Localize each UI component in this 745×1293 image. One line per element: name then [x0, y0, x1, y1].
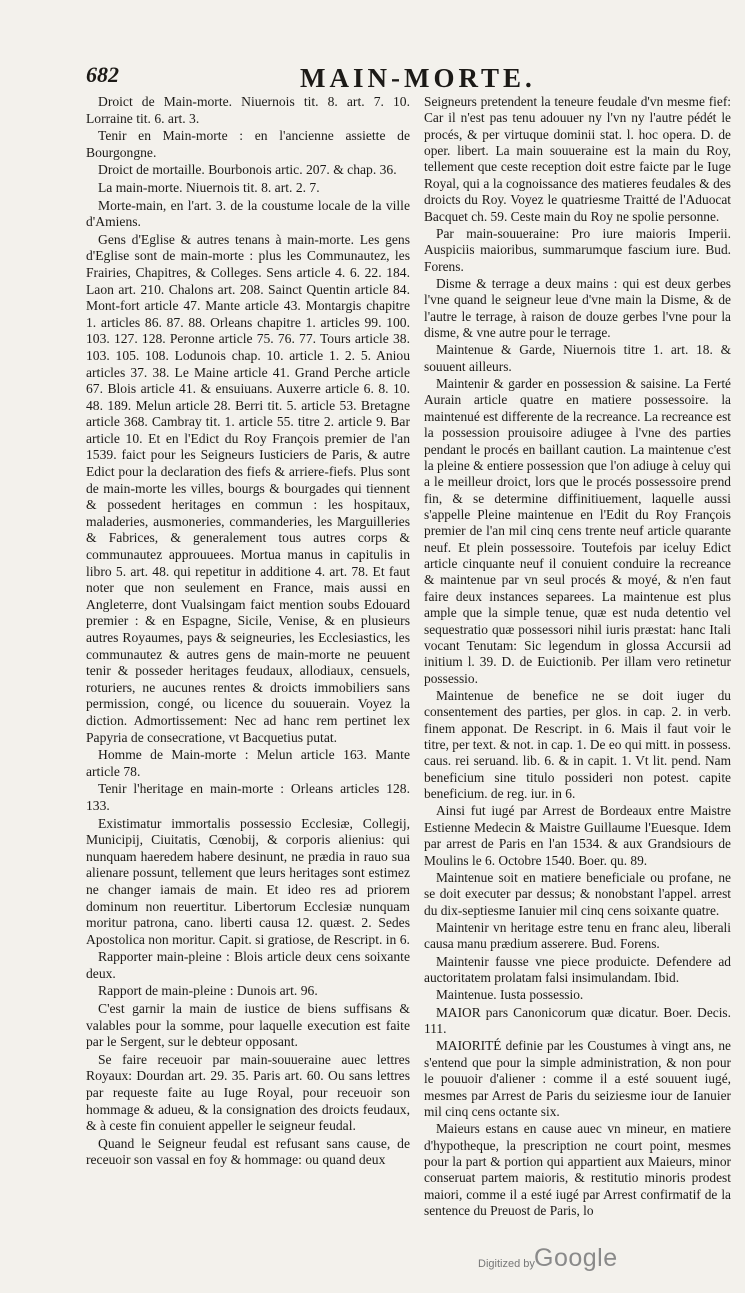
- entry-paragraph: Seigneurs pretendent la teneure feudale d'vn mesme fief: Car il n'est pas tenu adouuer ny l'vn ny l'autre pédét le procés, & per virtuque dominii stat. l. hoc opera. D. de oper. libert. La main souueraine est la main du Roy, tellement que ceste reception doit estre faicte par le Iuge Royal, qui a la cognoissance des matieres feudales & des droicts du Roy. Voyez le quatriesme Traitté de l'Aduocat Bacquet ch. 59. Ceste main du Roy ne spolie personne.: [424, 94, 731, 224]
- entry-paragraph: Maintenue & Garde, Niuernois titre 1. art. 18. & souuent ailleurs.: [424, 342, 731, 374]
- entry-paragraph: Droict de Main-morte. Niuernois tit. 8. art. 7. 10. Lorraine tit. 6. art. 3.: [86, 94, 410, 126]
- entry-paragraph: MAIORITÉ definie par les Coustumes à vingt ans, ne s'entend que pour la simple administration, & non pour le pouuoir d'aliener : comme il a esté souuent iugé, mesmes par Arrest de Paris du seiziesme iour de Ianuier mil cinq cens octante six.: [424, 1038, 731, 1119]
- entry-paragraph: Tenir l'heritage en main-morte : Orleans articles 128. 133.: [86, 781, 410, 813]
- entry-paragraph: Se faire receuoir par main-souueraine auec lettres Royaux: Dourdan art. 29. 35. Paris art. 60. Ou sans lettres par requeste faite au Iuge Royal, pour receuoir son hommage & adueu, & la consignation des droicts feudaux, & à ceste fin conuient appeller le seigneur feudal.: [86, 1051, 410, 1134]
- entry-paragraph: Maieurs estans en cause auec vn mineur, en matiere d'hypotheque, la prescription ne court point, mesmes pour la part & portion qui appartient aux Maieurs, minor conseruat partem maioris, & restitutio minoris prodest maiori, comme il a esté iugé par Arrest confirmatif de la sentence du Preuost de Paris, lo: [424, 1121, 731, 1219]
- entry-paragraph: Morte-main, en l'art. 3. de la coustume locale de la ville d'Amiens.: [86, 197, 410, 230]
- running-title: MAIN-MORTE.: [300, 63, 536, 93]
- digitized-by-watermark: [478, 1244, 658, 1278]
- entry-paragraph: La main-morte. Niuernois tit. 8. art. 2. 7.: [98, 179, 320, 195]
- entry-paragraph: Homme de Main-morte : Melun article 163. Mante article 78.: [86, 747, 410, 779]
- entry-paragraph: Par main-souueraine: Pro iure maioris Imperii. Auspiciis maioribus, summarumque fascium iure. Bud. Forens.: [424, 225, 731, 274]
- entry-paragraph: Maintenue. Iusta possessio.: [436, 987, 584, 1003]
- entry-paragraph: Maintenir fausse vne piece produicte. Defendere ad auctoritatem prolatam falsi insimulandam. Ibid.: [424, 953, 731, 986]
- entry-paragraph: Tenir en Main-morte : en l'ancienne assiette de Bourgongne.: [86, 128, 410, 160]
- entry-paragraph: Maintenir vn heritage estre tenu en franc aleu, liberali causa manu prædium asserere. Bud. Forens.: [424, 919, 731, 952]
- right-column: [424, 94, 731, 1219]
- digitized-by-text: Digitized by: [478, 1258, 535, 1270]
- entry-paragraph: MAIOR pars Canonicorum quæ dicatur. Boer. Decis. 111.: [424, 1004, 731, 1037]
- entry-paragraph: Droict de mortaille. Bourbonois artic. 207. & chap. 36.: [98, 162, 397, 178]
- entry-paragraph: Gens d'Eglise & autres tenans à main-morte. Les gens d'Eglise sont de main-morte : plus les Communautez, les Frairies, Chapitres, & Colleges. Sens article 4. 6. 22. 184. Laon art. 210. Chalons art. 208. Sainct Quentin article 84. Mont-fort article 47. Mante article 43. Montargis chapitre 1. articles 86. 87. 88. Orleans chapitre 1. articles 99. 100. 103. 127. 128. Peronne article 75. 76. 77. Tours article 38. 103. 105. 108. Lodunois chap. 10. article 1. 2. 5. Aniou articles 37. 38. Le Maine article 41. Grand Perche article 67. Blois article 41. & ensuiuans. Auxerre article 6. 8. 10. 48. 189. Melun article 28. Berri tit. 5. article 53. Bretagne article 368. Cambray tit. 1. article 55. titre 2. article 9. Bar article 10. Et en l'Edict du Roy François premier de l'an 1539. faict pour les Seigneurs Iusticiers de Paris, & autre Edict pour la declaration des fiefs & arriere-fiefs. Plus sont de main-morte les villes, bourgs & bourgades qui tiennent & possedent heritages en commun : les hospitaux, maladeries, ausmoneries, commanderies, les Marguilleries & Fabrices, & generalement tous autres corps & communautez approuuees. Mortua manus in capitulis in libro 5. art. 48. qui repetitur in additione 4. art. 78. Et faut noter que non seulement en France, mais aussi en Angleterre, dont Vualsingam faict mention soubs Edouard premier : & en Espagne, Sicile, Venise, & en plusieurs autres Royaumes, pays & seigneuries, les Ecclesiastics, les communautez & autres gens de main-morte ne peuuent tenir & posseder heritages feudaux, allodiaux, censuels, roturiers, ne aucunes rentes & droicts immobiliers sans permission, congé, ou licence du souuerain. Voyez la diction. Admortissement: Nec ad hanc rem pertinet lex Papyria de consecratione, vt Bacquetius putat.: [86, 231, 410, 745]
- entry-paragraph: Rapport de main-pleine : Dunois art. 96.: [98, 983, 318, 999]
- left-column: [86, 94, 410, 1169]
- entry-paragraph: C'est garnir la main de iustice de biens suffisans & valables pour la somme, pour laquelle execution est faite par le Sergent, sur le debteur opposant.: [86, 1001, 410, 1050]
- entry-paragraph: Rapporter main-pleine : Blois article deux cens soixante deux.: [86, 949, 410, 981]
- entry-paragraph: Disme & terrage a deux mains : qui est deux gerbes l'vne quand le seigneur leue d'vne main la Disme, & de l'autre le terrage, à raison de douze gerbes l'vne pour la disme, & vne autre pour le terrage.: [424, 275, 731, 341]
- entry-paragraph: Quand le Seigneur feudal est refusant sans cause, de receuoir son vassal en foy & hommage: ou quand deux: [86, 1135, 410, 1168]
- page-number: 682: [86, 62, 119, 87]
- entry-paragraph: Ainsi fut iugé par Arrest de Bordeaux entre Maistre Estienne Medecin & Maistre Guillaume l'Euesque. Idem par arrest de Paris en l'an 1534. & aux Grandsiours de Moulins le 6. Octobre 1540. Boer. qu. 89.: [424, 803, 731, 868]
- google-logo: Google: [534, 1244, 618, 1272]
- entry-paragraph: Existimatur immortalis possessio Ecclesiæ, Collegij, Municipij, Ciuitatis, Cœnobij, & corporis alienius: qui nunquam haeredem habere desinunt, ne prædia in rauo sua alienare possunt, tellement que leurs heritages sont estimez ne changer iamais de main. Et ideo res ad priorem dominum non reuertitur. Libertorum Ecclesiæ nunquam moritur patrona, cano. liberti causa 12. quæst. 2. Sedes Apostolica non moritur. Capit. si gratiose, de Rescript. in 6.: [86, 815, 410, 947]
- entry-paragraph: Maintenue soit en matiere beneficiale ou profane, ne se doit executer par dessus; & nonobstant l'appel. arrest du dix-septiesme Ianuier mil cinq cens soixante quatre.: [424, 869, 731, 918]
- entry-paragraph: Maintenue de benefice ne se doit iuger du consentement des parties, per glos. in cap. 2. in verb. finem apponat. De Rescript. in 6. Mais il faut voir le titre, per text. & not. in cap. 1. De eo qui mitt. in possess. caus. rei seruand. lib. 6. & in capit. 1. Vt lit. pend. Nam beneficium sine titulo possideri non potest. capite beneficium. de reg. iur. in 6.: [424, 687, 731, 802]
- entry-paragraph: Maintenir & garder en possession & saisine. La Ferté Aurain article quatre en matiere possessoire. la maintenué est differente de la recreance. La recreance est la possession prouisoire adiugee à l'vne des parties pendant le procés en baillant caution. La maintenue c'est la pleine & entiere possession que l'on adiuge à celuy qui a le meilleur droict, lors que le procés possessoire prend fin, & se determine diffinitiuement, laquelle aussi s'appelle Pleine maintenue en l'Edit du Roy François premier de l'an mil cinq cens trente neuf article quarante neuf. Et plein possessoire. Toutefois par iceluy Edict article cinquante neuf il conuient conduire la recreance & maintenue par vn seul procés & moyé, & n'en faut faire deux instances separees. La maintenue est plus ample que la simple tenue, quæ est nuda detentio vel sequestratio quæ possessori nihil iuris præstat: hanc Itali vocant Tenutam: Sic legendum in glossa Accursii ad initium l. 39. D. de Euictionib. Per illam vero retinetur possessio.: [424, 376, 731, 686]
